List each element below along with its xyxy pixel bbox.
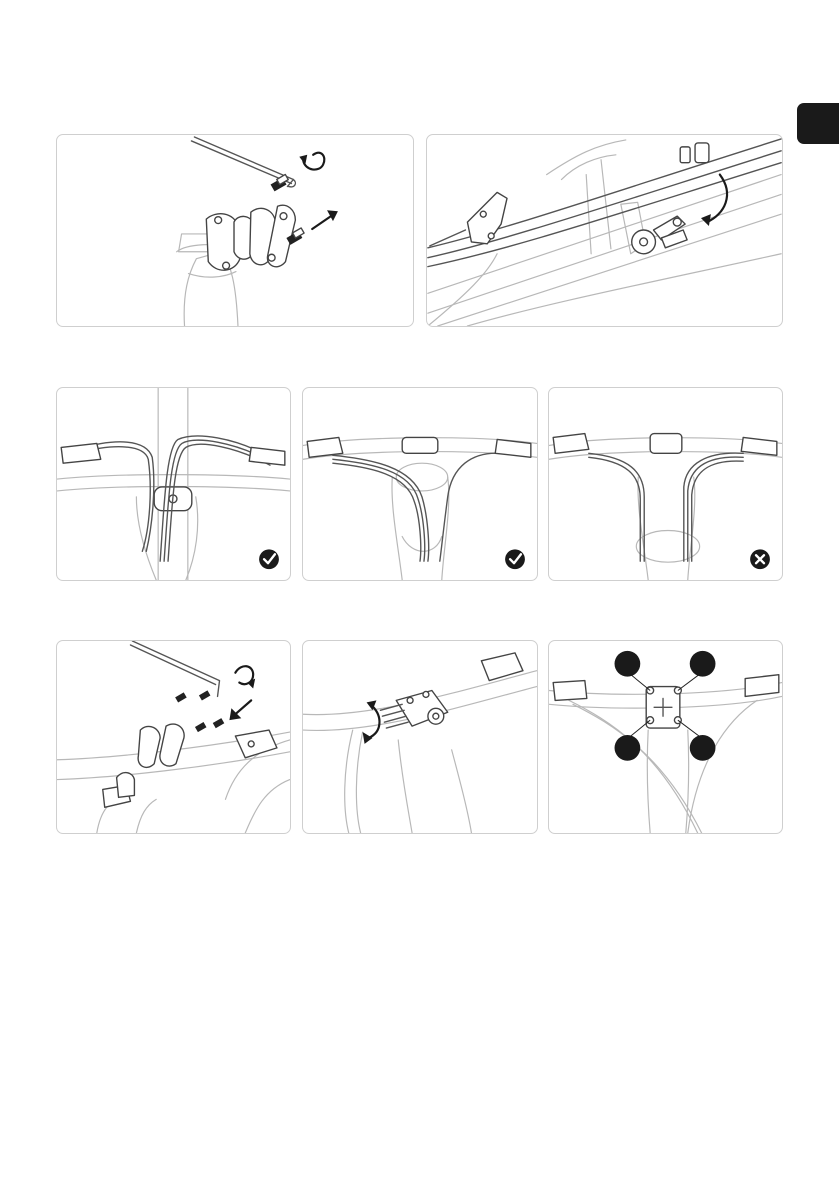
figure-remove-stem-cap-bolts bbox=[56, 134, 414, 327]
figure-routing-option-b bbox=[302, 387, 538, 581]
curved-arrow-icon bbox=[701, 214, 711, 226]
bolt-upper bbox=[271, 174, 289, 191]
cross-icon bbox=[750, 549, 770, 569]
figure-install-stem-cap-bolts bbox=[56, 640, 291, 834]
sequence-marker-4 bbox=[690, 735, 716, 761]
figure-rotate-handlebar bbox=[302, 640, 538, 834]
figure-routing-option-c bbox=[548, 387, 783, 581]
check-icon bbox=[505, 549, 525, 569]
pull-arrow-icon bbox=[327, 210, 338, 221]
allen-key-icon bbox=[130, 645, 215, 685]
sequence-marker-2 bbox=[690, 651, 716, 677]
sequence-marker-1 bbox=[615, 651, 641, 677]
language-tab bbox=[797, 103, 839, 144]
check-icon bbox=[259, 549, 279, 569]
figure-tighten-sequence bbox=[548, 640, 783, 834]
rotate-arrow-icon bbox=[369, 706, 380, 738]
figure-remove-display bbox=[426, 134, 783, 327]
sequence-marker-3 bbox=[615, 735, 641, 761]
figure-routing-option-a bbox=[56, 387, 291, 581]
